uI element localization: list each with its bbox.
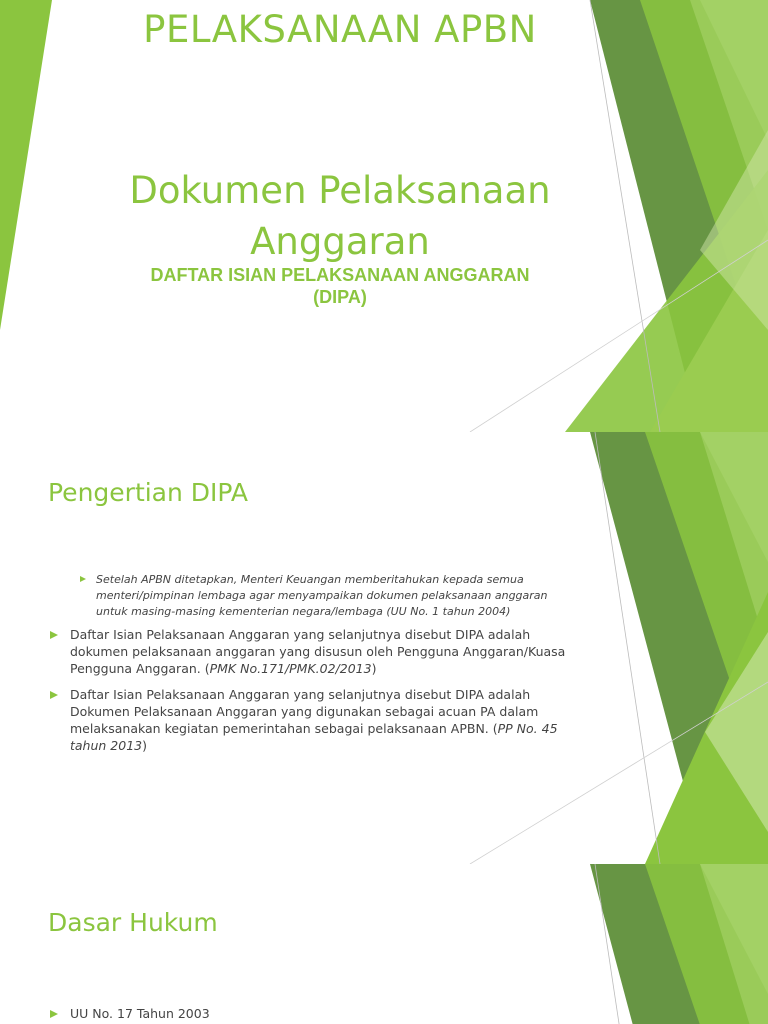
slide-pengertian bbox=[0, 432, 768, 864]
bullet-list bbox=[70, 626, 590, 763]
section-heading: Dasar Hukum bbox=[48, 908, 218, 937]
bullet2-reference: PP No. 45 bbox=[497, 721, 558, 736]
bullet2-line-1: Daftar Isian Pelaksanaan Anggaran yang selanjutnya disebut DIPA adalah bbox=[70, 687, 531, 702]
bullet2-line-3: melaksanakan kegiatan pemerintahan sebagai pelaksanaan APBN. ( bbox=[70, 721, 498, 736]
bullet1-reference: PMK No.171/PMK.02/2013 bbox=[209, 661, 372, 676]
list-item: UU No. 17 Tahun 2003 bbox=[70, 1005, 570, 1022]
sub-bullet-line-1: Setelah APBN ditetapkan, Menteri Keuangan memberitahukan kepada semua bbox=[96, 573, 524, 586]
subtitle2-line-2: (DIPA) bbox=[313, 287, 367, 307]
slide-dasar-hukum bbox=[0, 864, 768, 1024]
bullet-list bbox=[70, 1005, 570, 1024]
subtitle-line-1: Dokumen Pelaksanaan bbox=[129, 169, 551, 212]
sub-bullet-list bbox=[96, 572, 596, 620]
slide-title-text: PELAKSANAAN APBN bbox=[143, 8, 537, 51]
slide-subtitle-dipa bbox=[0, 264, 680, 308]
bullet2-close: ) bbox=[142, 738, 148, 753]
bullet2-reference-year: tahun 2013 bbox=[70, 738, 143, 753]
decorative-green-shapes bbox=[0, 864, 768, 1024]
sub-bullet-line-3: untuk masing-masing kementerian negara/lembaga (UU No. 1 tahun 2004) bbox=[96, 605, 511, 618]
section-heading: Pengertian DIPA bbox=[48, 478, 248, 507]
bullet1-line-2: dokumen pelaksanaan anggaran yang disusun oleh Pengguna Anggaran/Kuasa bbox=[70, 644, 566, 659]
sub-bullet-line-2: menteri/pimpinan lembaga agar menyampaikan dokumen pelaksanaan anggaran bbox=[96, 589, 548, 602]
bullet1-line-3: Pengguna Anggaran. ( bbox=[70, 661, 210, 676]
list-item bbox=[70, 626, 590, 677]
list-item bbox=[96, 572, 596, 620]
slide-title bbox=[0, 0, 768, 432]
bullet2-line-2: Dokumen Pelaksanaan Anggaran yang digunakan sebagai acuan PA dalam bbox=[70, 704, 539, 719]
subtitle2-line-1: DAFTAR ISIAN PELAKSANAAN ANGGARAN bbox=[150, 265, 530, 285]
subtitle-line-2: Anggaran bbox=[250, 220, 430, 263]
bullet1-line-1: Daftar Isian Pelaksanaan Anggaran yang selanjutnya disebut DIPA adalah bbox=[70, 627, 531, 642]
list-item bbox=[70, 686, 590, 754]
slide-subtitle bbox=[0, 165, 680, 267]
bullet1-close: ) bbox=[371, 661, 377, 676]
